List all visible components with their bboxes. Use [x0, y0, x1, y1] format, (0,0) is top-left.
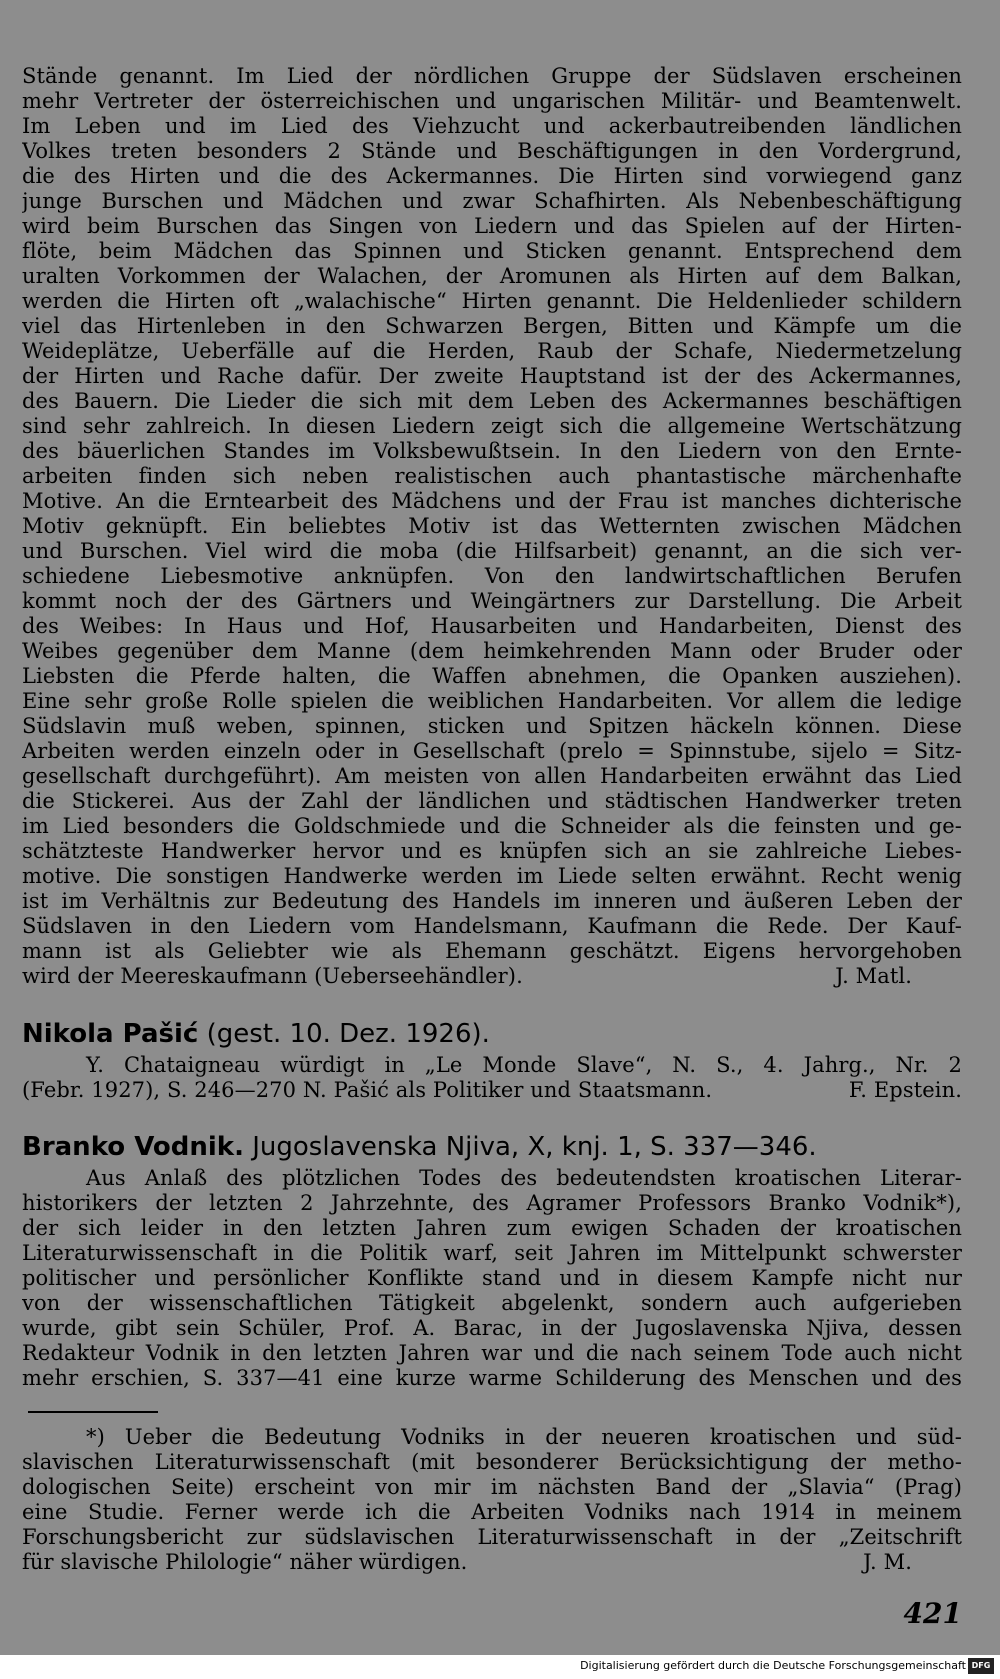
heading-rest: (gest. 10. Dez. 1926).	[198, 1019, 490, 1049]
author-signature: J. Matl.	[835, 964, 912, 988]
text-line: der Hirten und Rache dafür. Der zweite Hauptstand ist der des Ackermannes,	[22, 364, 962, 388]
text-line: junge Burschen und Mädchen und zwar Schafhirten. Als Nebenbeschäftigung	[22, 189, 962, 213]
text-line: Weideplätze, Ueberfälle auf die Herden, Raub der Schafe, Niedermetzelung	[22, 339, 962, 363]
author-signature: J. M.	[863, 1550, 912, 1574]
text-line: Stände genannt. Im Lied der nördlichen Gruppe der Südslaven erscheinen	[22, 64, 962, 88]
text-line: arbeiten finden sich neben realistischen auch phantastische märchenhafte	[22, 464, 962, 488]
text-line: Südslavin muß weben, spinnen, sticken und Spitzen häckeln können. Diese	[22, 714, 962, 738]
text-line-signed	[22, 964, 962, 989]
text-line: uralten Vorkommen der Walachen, der Aromunen als Hirten auf dem Balkan,	[22, 264, 962, 288]
article-3	[22, 1130, 962, 1391]
text-line: des Weibes: In Haus und Hof, Hausarbeiten und Handarbeiten, Dienst des	[22, 614, 962, 638]
text-line: des bäuerlichen Standes im Volksbewußtsein. In den Liedern von den Ernte-	[22, 439, 962, 463]
text-line: mann ist als Geliebter wie als Ehemann geschätzt. Eigens hervorgehoben	[22, 939, 962, 963]
text-line: Weibes gegenüber dem Manne (dem heimkehrenden Mann oder Bruder oder	[22, 639, 962, 663]
text-line: motive. Die sonstigen Handwerke werden im Liede selten erwähnt. Recht wenig	[22, 864, 962, 888]
text-line-signed	[22, 1078, 962, 1103]
text-line: flöte, beim Mädchen das Spinnen und Sticken genannt. Entsprechend dem	[22, 239, 962, 263]
text-line: die Stickerei. Aus der Zahl der ländlichen und städtischen Handwerker treten	[22, 789, 962, 813]
text-line: politischer und persönlicher Konflikte stand und in diesem Kampfe nicht nur	[22, 1266, 962, 1290]
text-line: Im Leben und im Lied des Viehzucht und ackerbautreibenden ländlichen	[22, 114, 962, 138]
text-line: Südslaven in den Liedern vom Handelsmann, Kaufmann die Rede. Der Kauf-	[22, 914, 962, 938]
text-line: *) Ueber die Bedeutung Vodniks in der neueren kroatischen und süd-	[86, 1425, 962, 1449]
text-line: im Lied besonders die Goldschmiede und die Schneider als die feinsten und ge-	[22, 814, 962, 838]
article-2	[22, 1017, 962, 1103]
text-line: wird beim Burschen das Singen von Liedern und das Spielen auf der Hirten-	[22, 214, 962, 238]
text-line: slavischen Literaturwissenschaft (mit besonderer Berücksichtigung der metho-	[22, 1450, 962, 1474]
text-line: mehr Vertreter der österreichischen und ungarischen Militär- und Beamtenwelt.	[22, 89, 962, 113]
article-heading	[22, 1130, 962, 1166]
text-line: Arbeiten werden einzeln oder in Gesellschaft (prelo = Spinnstube, sijelo = Sitz-	[22, 739, 962, 763]
text-line: kommt noch der des Gärtners und Weingärtners zur Darstellung. Die Arbeit	[22, 589, 962, 613]
heading-rest: Jugoslavenska Njiva, X, knj. 1, S. 337—346.	[243, 1132, 817, 1162]
text-line: schiedene Liebesmotive anknüpfen. Von den landwirtschaftlichen Berufen	[22, 564, 962, 588]
text-line: Literaturwissenschaft in die Politik warf, seit Jahren im Mittelpunkt schwerster	[22, 1241, 962, 1265]
text-line-content: wird der Meereskaufmann (Ueberseehändler).	[22, 964, 523, 988]
text-line: des Bauern. Die Lieder die sich mit dem Leben des Ackermannes beschäftigen	[22, 389, 962, 413]
credit-bar	[0, 1655, 1000, 1679]
article-heading	[22, 1017, 962, 1053]
digitization-credit: Digitalisierung gefördert durch die Deutsche Forschungsgemeinschaft	[580, 1659, 966, 1672]
footnote	[22, 1425, 962, 1575]
article-body-3	[22, 1166, 962, 1391]
text-line: eine Studie. Ferner werde ich die Arbeiten Vodniks nach 1914 in meinem	[22, 1500, 962, 1524]
text-line: historikers der letzten 2 Jahrzehnte, des Agramer Professors Branko Vodnik*),	[22, 1191, 962, 1215]
text-line: viel das Hirtenleben in den Schwarzen Bergen, Bitten und Kämpfe um die	[22, 314, 962, 338]
text-line: wurde, gibt sein Schüler, Prof. A. Barac, in der Jugoslavenska Njiva, dessen	[22, 1316, 962, 1340]
text-line: Motiv geknüpft. Ein beliebtes Motiv ist das Wetternten zwischen Mädchen	[22, 514, 962, 538]
text-line: ist im Verhältnis zur Bedeutung des Handels im inneren und äußeren Leben der	[22, 889, 962, 913]
text-line: werden die Hirten oft „walachische“ Hirten genannt. Die Heldenlieder schildern	[22, 289, 962, 313]
text-line: Motive. An die Erntearbeit des Mädchens und der Frau ist manches dichterische	[22, 489, 962, 513]
text-line: Liebsten die Pferde halten, die Waffen abnehmen, die Opanken ausziehen).	[22, 664, 962, 688]
text-line: und Burschen. Viel wird die moba (die Hilfsarbeit) genannt, an die sich ver-	[22, 539, 962, 563]
text-line: Aus Anlaß des plötzlichen Todes des bedeutendsten kroatischen Literar-	[86, 1166, 962, 1190]
author-signature: F. Epstein.	[848, 1078, 962, 1102]
dfg-logo: DFG	[968, 1658, 994, 1674]
text-line: Redakteur Vodnik in den letzten Jahren war und die nach seinem Tode auch nicht	[22, 1341, 962, 1365]
text-line: der sich leider in den letzten Jahren zum ewigen Schaden der kroatischen	[22, 1216, 962, 1240]
text-line-content: für slavische Philologie“ näher würdigen.	[22, 1550, 468, 1574]
text-line: dologischen Seite) erscheint von mir im nächsten Band der „Slavia“ (Prag)	[22, 1475, 962, 1499]
article-body-1	[22, 64, 962, 989]
footnote-divider	[28, 1411, 158, 1413]
text-line-signed	[22, 1550, 962, 1575]
text-line: mehr erschien, S. 337—41 eine kurze warme Schilderung des Menschen und des	[22, 1366, 962, 1390]
heading-name: Nikola Pašić	[22, 1019, 199, 1049]
heading-name: Branko Vodnik.	[22, 1132, 244, 1162]
text-line: Forschungsbericht zur südslavischen Literaturwissenschaft in der „Zeitschrift	[22, 1525, 962, 1549]
text-line: Eine sehr große Rolle spielen die weiblichen Handarbeiten. Vor allem die ledige	[22, 689, 962, 713]
text-line-content: (Febr. 1927), S. 246—270 N. Pašić als Politiker und Staatsmann.	[22, 1078, 713, 1102]
text-line: von der wissenschaftlichen Tätigkeit abgelenkt, sondern auch aufgerieben	[22, 1291, 962, 1315]
text-line: schätzteste Handwerker hervor und es knüpfen sich an sie zahlreiche Liebes-	[22, 839, 962, 863]
text-line: Y. Chataigneau würdigt in „Le Monde Slave“, N. S., 4. Jahrg., Nr. 2	[86, 1053, 962, 1077]
text-line: die des Hirten und die des Ackermannes. Die Hirten sind vorwiegend ganz	[22, 164, 962, 188]
page-number: 421	[903, 1597, 962, 1630]
text-line: Volkes treten besonders 2 Stände und Beschäftigungen in den Vordergrund,	[22, 139, 962, 163]
text-line: gesellschaft durchgeführt). Am meisten von allen Handarbeiten erwähnt das Lied	[22, 764, 962, 788]
text-line: sind sehr zahlreich. In diesen Liedern zeigt sich die allgemeine Wertschätzung	[22, 414, 962, 438]
